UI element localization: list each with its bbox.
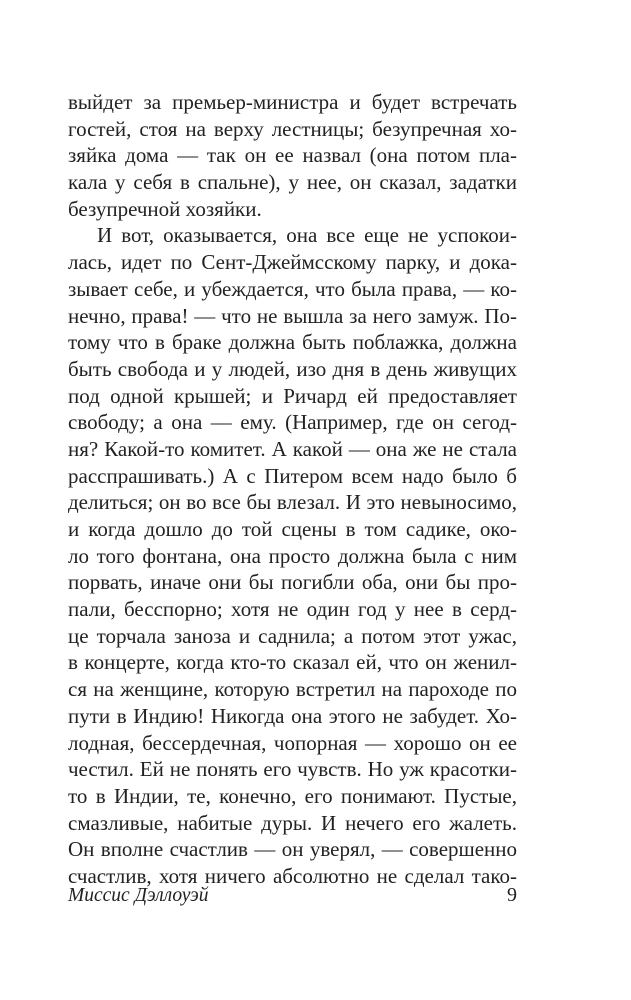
text-line: под одной крышей; и Ричард ей предоставляет <box>68 383 517 408</box>
text-line: честил. Ей не понять его чувств. Но уж красотки- <box>68 757 517 782</box>
text-line: то в Индии, те, конечно, его понимают. Пустые, <box>68 783 517 808</box>
text-line: делиться; он во все бы влезал. И это невыносимо, <box>68 490 517 515</box>
text-line: нечно, права! — что не вышла за него замуж. По- <box>68 303 517 328</box>
text-line: тому что в браке должна быть поблажка, должна <box>68 330 517 355</box>
text-line: порвать, иначе они бы погибли оба, они бы про- <box>68 570 517 595</box>
text-line: ся на женщине, которую встретил на пароходе по <box>68 677 517 702</box>
page-footer <box>68 883 517 908</box>
text-line: кала у себя в спальне), у нее, он сказал, задатки <box>68 170 517 195</box>
text-line: це торчала заноза и саднила; а потом этот ужас, <box>68 623 517 648</box>
running-title: Миссис Дэллоуэй <box>68 885 209 906</box>
text-line: Он вполне счастлив — он уверял, — совершенно <box>68 837 517 862</box>
text-line: пали, бесспорно; хотя не один год у нее в серд- <box>68 597 517 622</box>
text-line: счастлив, хотя ничего абсолютно не сделал тако- <box>68 863 517 888</box>
text-line: гостей, стоя на верху лестницы; безупречная хо- <box>68 116 517 141</box>
text-line: И вот, оказывается, она все еще не успокои- <box>97 223 517 248</box>
text-line: зывает себе, и убеждается, что была права, — ко- <box>68 276 517 301</box>
text-line: лась, идет по Сент-Джеймсскому парку, и дока- <box>68 250 517 275</box>
page-number: 9 <box>507 884 517 906</box>
text-line: быть свобода и у людей, изо дня в день живущих <box>68 356 517 381</box>
text-line: ло того фонтана, она просто должна была с ним <box>68 543 517 568</box>
text-line: пути в Индию! Никогда она этого не забудет. Хо- <box>68 703 517 728</box>
text-line: в концерте, когда кто-то сказал ей, что он женил- <box>68 650 517 675</box>
text-line: выйдет за премьер-министра и будет встречать <box>68 90 517 114</box>
text-line: зяйка дома — так он ее назвал (она потом пла- <box>68 143 517 168</box>
text-line: ня? Какой-то комитет. А какой — она же не стала <box>68 436 517 461</box>
text-line: расспрашивать.) А с Питером всем надо было б <box>68 463 517 488</box>
text-line: и когда дошло до той сцены в том садике, око- <box>68 517 517 541</box>
text-line: лодная, бессердечная, чопорная — хорошо он ее <box>68 730 517 755</box>
text-line: свободу; а она — ему. (Например, где он сегод- <box>68 410 517 435</box>
text-line: безупречной хозяйки. <box>68 196 262 221</box>
body-text <box>68 89 517 890</box>
text-line: смазливые, набитые дуры. И нечего его жалеть. <box>68 810 517 835</box>
